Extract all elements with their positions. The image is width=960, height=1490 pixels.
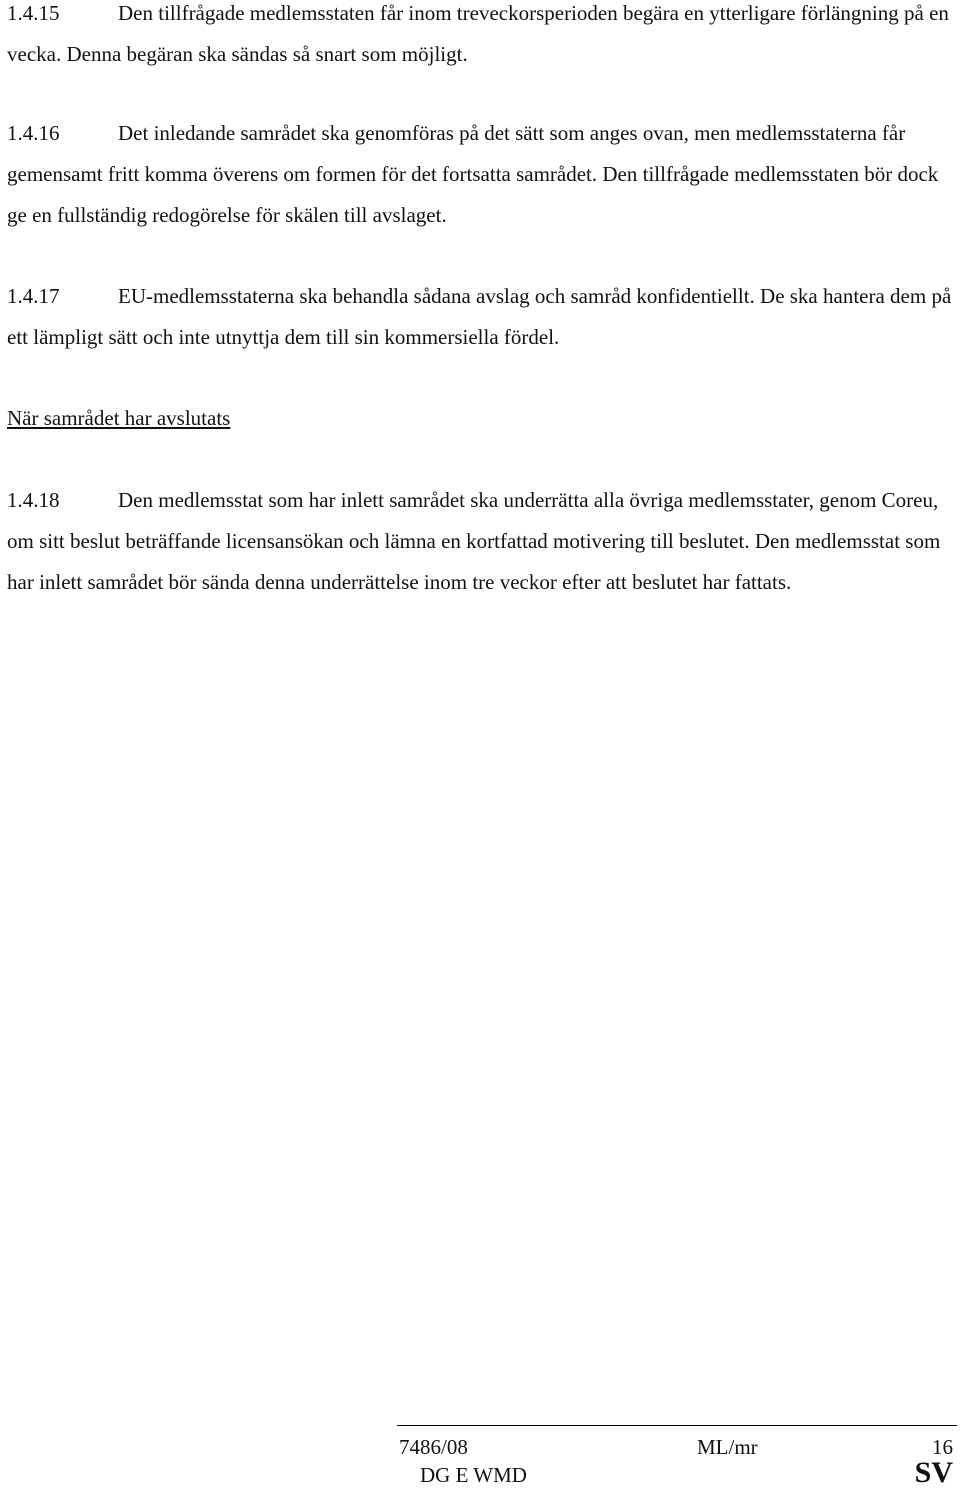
section-heading: När samrådet har avslutats <box>7 406 231 430</box>
paragraph-number: 1.4.17 <box>7 284 60 308</box>
footer-department: DG E WMD <box>420 1463 527 1487</box>
paragraph-1-4-17 <box>7 276 953 358</box>
paragraph-text: Den medlemsstat som har inlett samrådet ska underrätta alla övriga medlemsstater, genom Coreu, om sitt beslut beträffande licensansökan och lämna en kortfattad motivering till beslutet. Den medlemsstat som har inlett samrådet bör sända denna underrättelse inom tre veckor efter att beslutet har fattats. <box>7 488 941 594</box>
paragraph-text: EU-medlemsstaterna ska behandla sådana avslag och samråd konfidentiellt. De ska hantera dem på ett lämpligt sätt och inte utnyttja dem till sin kommersiella fördel. <box>7 284 952 349</box>
footer-initials: ML/mr <box>697 1435 758 1459</box>
paragraph-1-4-18 <box>7 480 953 603</box>
paragraph-text: Det inledande samrådet ska genomföras på det sätt som anges ovan, men medlemsstaterna får gemensamt fritt komma överens om formen för det fortsatta samrådet. Den tillfrågade medlemsstaten bör dock ge en fullständig redogörelse för skälen till avslaget. <box>7 121 939 227</box>
paragraph-text: Den tillfrågade medlemsstaten får inom treveckorsperioden begära en ytterligare förlängning på en vecka. Denna begäran ska sändas så snart som möjligt. <box>7 1 949 66</box>
footer-language-code: SV <box>914 1456 953 1489</box>
paragraph-number: 1.4.16 <box>7 121 60 145</box>
paragraph-1-4-16 <box>7 113 953 236</box>
paragraph-number: 1.4.18 <box>7 488 60 512</box>
paragraph-number: 1.4.15 <box>7 1 60 25</box>
paragraph-1-4-15 <box>7 0 953 75</box>
footer-document-reference: 7486/08 <box>399 1435 468 1459</box>
footer-divider <box>397 1425 957 1426</box>
footer-page-number: 16 <box>932 1435 953 1459</box>
